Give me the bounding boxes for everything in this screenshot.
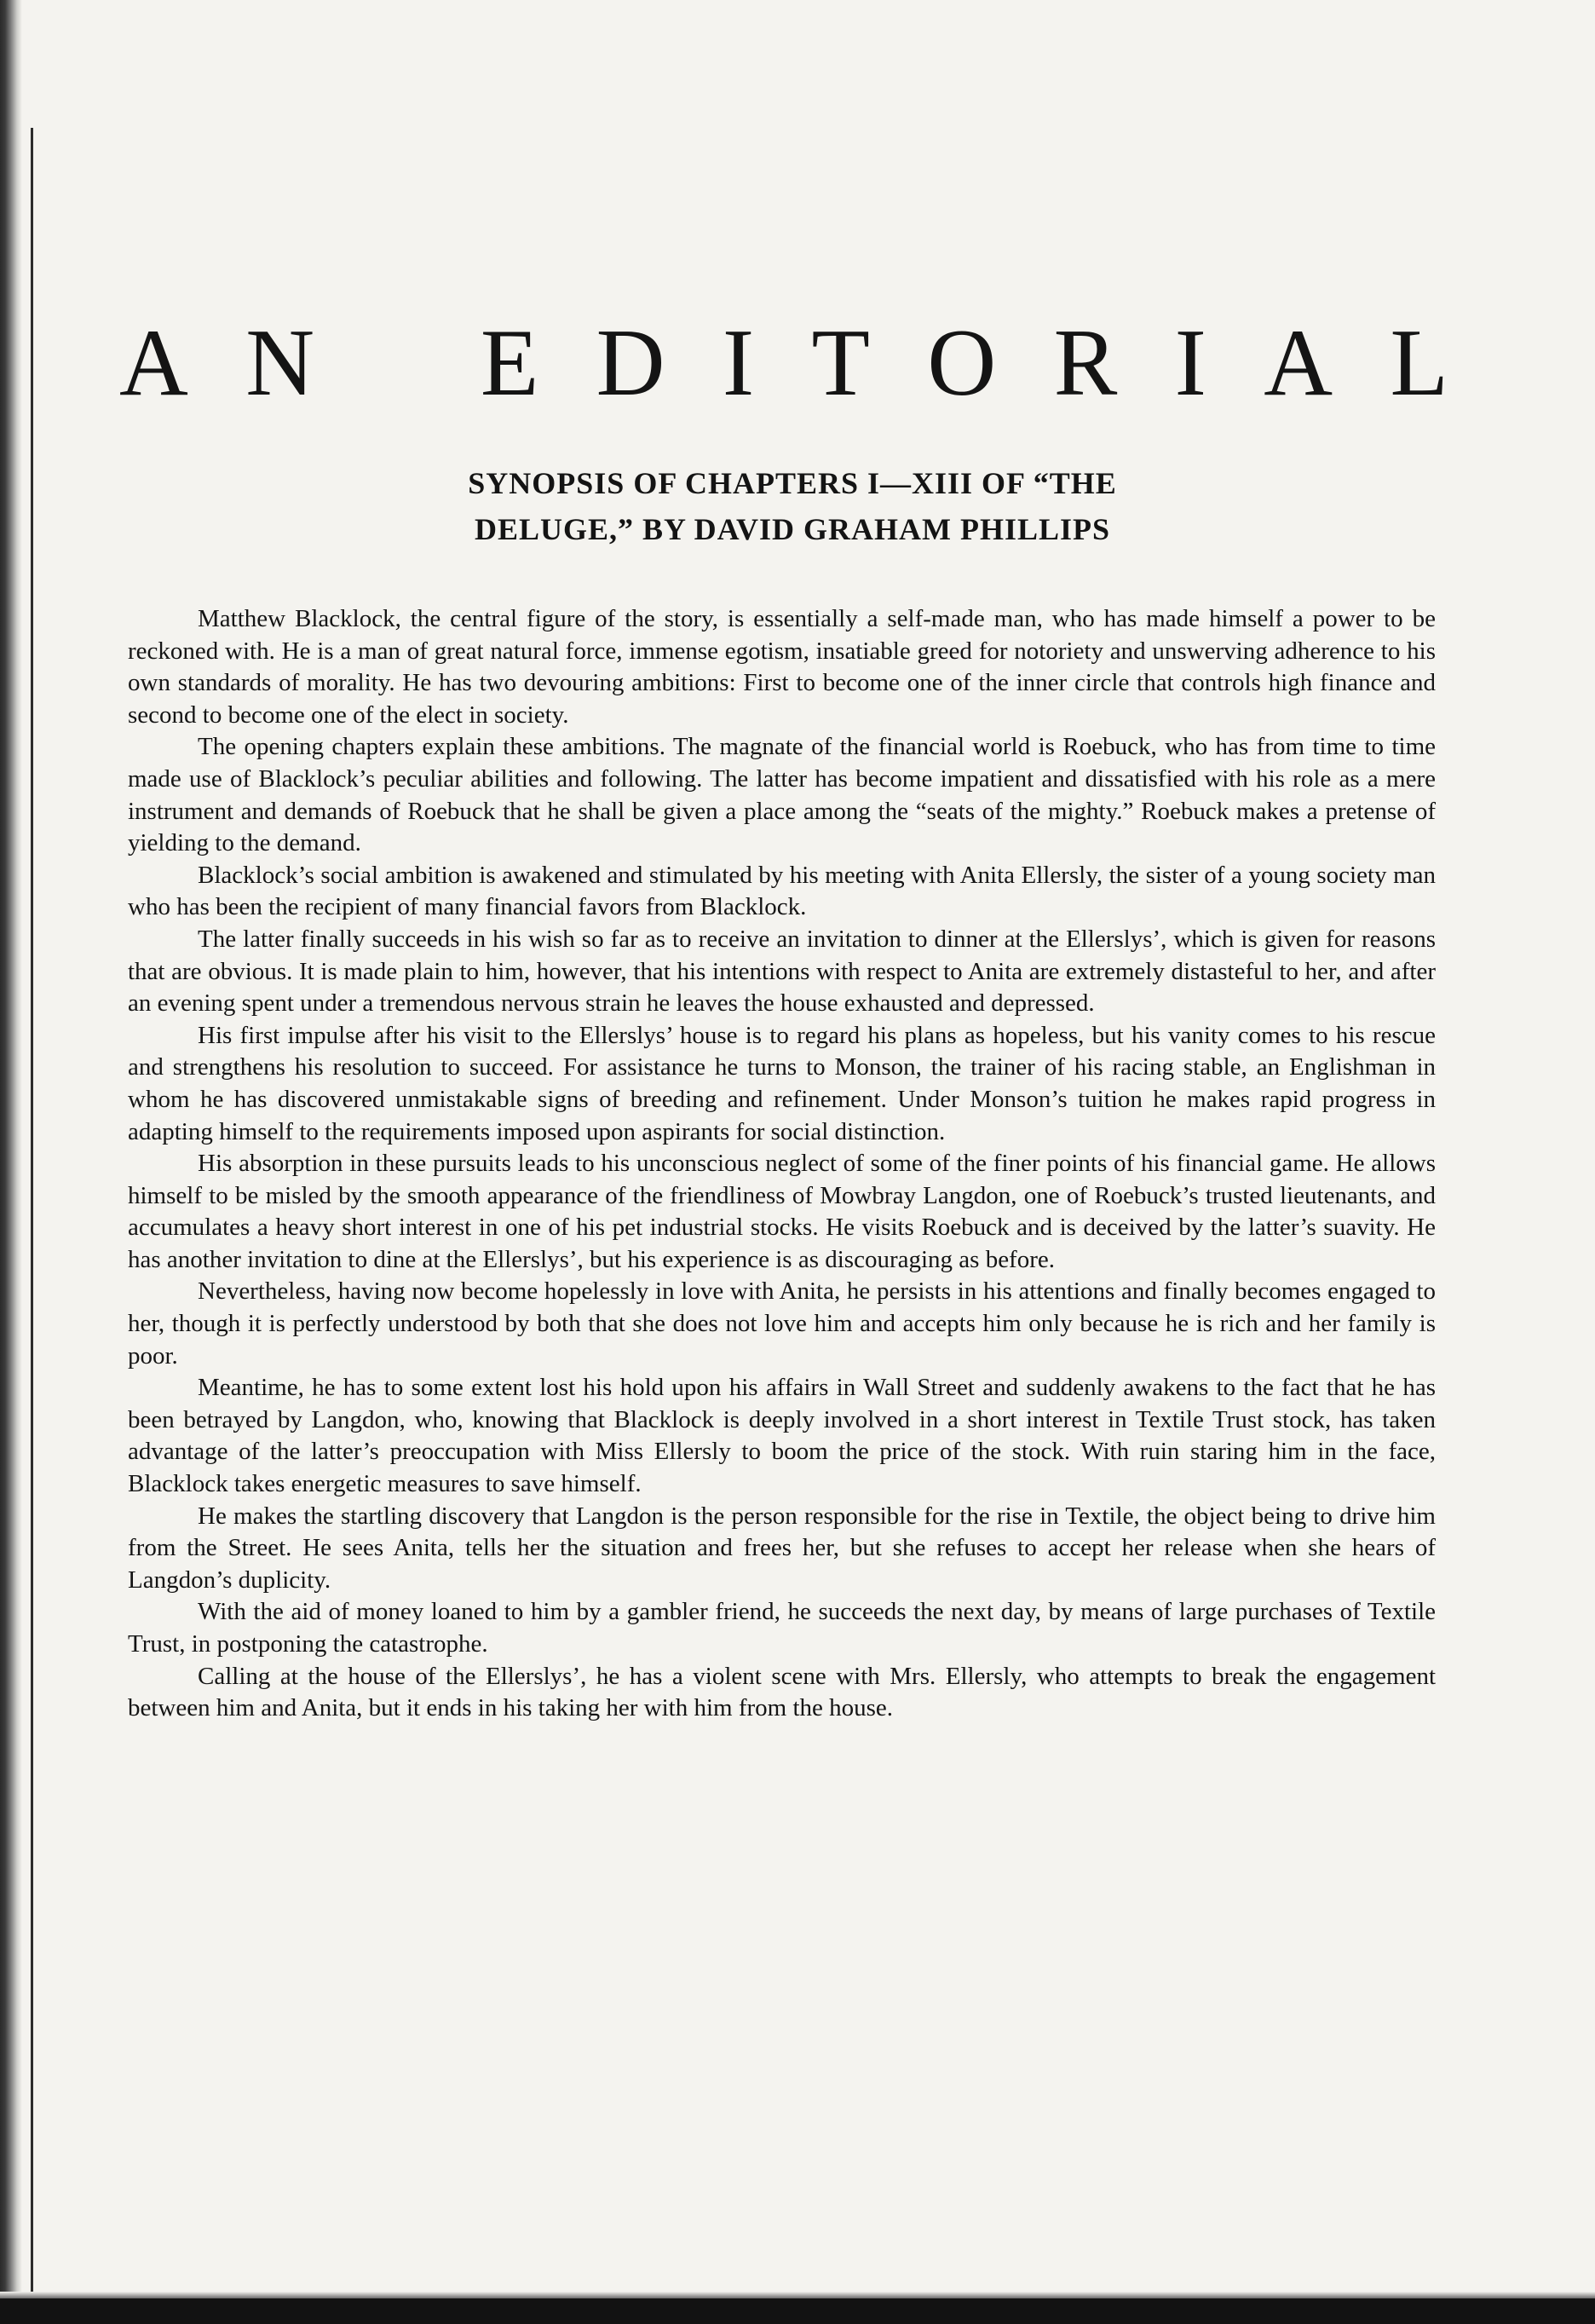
paragraph: His first impulse after his visit to the Ellerslys’ house is to regard his plans as hopeless, but his vanity comes to his rescue and strengthens his resolution to succeed. For assistance he turns to Monson, the trainer of his racing stable, an Englishman in whom he has discovered unmistakable signs of breeding and refinement. Under Monson’s tuition he makes rapid progress in adapting himself to the requirements imposed upon aspirants for social distinction. — [128, 1021, 1436, 1145]
page-subtitle — [256, 460, 1329, 552]
paragraph: Meantime, he has to some extent lost his hold upon his affairs in Wall Street and suddenly awakens to the fact that he has been betrayed by Langdon, who, knowing that Blacklock is deeply involved in a short interest in Textile Trust stock, has taken advantage of the latter’s preoccupation with Miss Ellersly to boom the price of the stock. With ruin staring him in the face, Blacklock takes energetic measures to save himself. — [128, 1374, 1436, 1498]
paragraph: He makes the startling discovery that Langdon is the person responsible for the rise in Textile, the object being to drive him from the Street. He sees Anita, tells her the situation and frees her, but she refuses to accept her release when she hears of Langdon’s duplicity. — [128, 1502, 1436, 1594]
paragraph: With the aid of money loaned to him by a gambler friend, he succeeds the next day, by means of large purchases of Textile Trust, in postponing the catastrophe. — [128, 1598, 1436, 1658]
paragraph: The latter finally succeeds in his wish so far as to receive an invitation to dinner at the Ellerslys’, which is given for reasons that are obvious. It is made plain to him, however, that his intentions with respect to Anita are extremely distasteful to her, and after an evening spent under a tremendous nervous strain he leaves the house exhausted and depressed. — [128, 925, 1436, 1018]
page-bottom-shadow — [0, 2292, 1595, 2298]
title-word-gap — [372, 315, 423, 411]
paragraph: His absorption in these pursuits leads to his unconscious neglect of some of the finer points of his financial game. He allows himself to be misled by the smooth appearance of the friendliness of Mowbray Langdon, one of Roebuck’s trusted lieutenants, and accumulates a heavy short interest in one of his pet industrial stocks. He visits Roebuck and is deceived by the latter’s suavity. He has another invitation to dine at the Ellerslys’, but his experience is as discouraging as before. — [128, 1150, 1436, 1273]
paragraph: Blacklock’s social ambition is awakened and stimulated by his meeting with Anita Ellersly, the sister of a young society man who has been the recipient of many financial favors from Blacklock. — [128, 861, 1436, 921]
article-body — [128, 603, 1436, 1725]
title-letter: L — [1390, 310, 1448, 416]
title-letter: N — [245, 310, 315, 416]
page-title — [119, 310, 1448, 416]
title-letter: D — [596, 310, 665, 416]
paragraph: The opening chapters explain these ambitions. The magnate of the financial world is Roebuck, who has from time to time made use of Blacklock’s peculiar abilities and following. The latter has become impatient and dissatisfied with his role as a mere instrument and demands of Roebuck that he shall be given a place among the “seats of the mighty.” Roebuck makes a pretense of yielding to the demand. — [128, 733, 1436, 857]
title-letter: R — [1053, 310, 1118, 416]
title-letter: I — [722, 310, 755, 416]
page-margin-rule — [31, 128, 33, 2292]
paragraph: Calling at the house of the Ellerslys’, he has a violent scene with Mrs. Ellersly, who attempts to break the engagement between him and Anita, but it ends in his taking her with him from the house. — [128, 1662, 1436, 1722]
title-letter: T — [811, 310, 870, 416]
title-letter: A — [119, 310, 188, 416]
page-binding-edge — [0, 0, 22, 2324]
paragraph: Nevertheless, having now become hopelessly in love with Anita, he persists in his attentions and finally becomes engaged to her, though it is perfectly understood by both that she does not love him and accepts him only because he is rich and her family is poor. — [128, 1277, 1436, 1370]
subtitle-line-2: DELUGE,” BY DAVID GRAHAM PHILLIPS — [474, 512, 1111, 546]
title-letter: E — [480, 310, 539, 416]
subtitle-line-1: SYNOPSIS OF CHAPTERS I—XIII OF “THE — [468, 466, 1117, 500]
title-letter: A — [1264, 310, 1333, 416]
page-bottom-edge — [0, 2298, 1595, 2324]
title-letter: O — [927, 310, 997, 416]
title-letter: I — [1174, 310, 1206, 416]
paragraph: Matthew Blacklock, the central figure of the story, is essentially a self-made man, who has made himself a power to be reckoned with. He is a man of great natural force, immense egotism, insatiable greed for notoriety and unswerving adherence to his own standards of morality. He has two devouring ambitions: First to become one of the inner circle that controls high finance and second to become one of the elect in society. — [128, 605, 1436, 729]
